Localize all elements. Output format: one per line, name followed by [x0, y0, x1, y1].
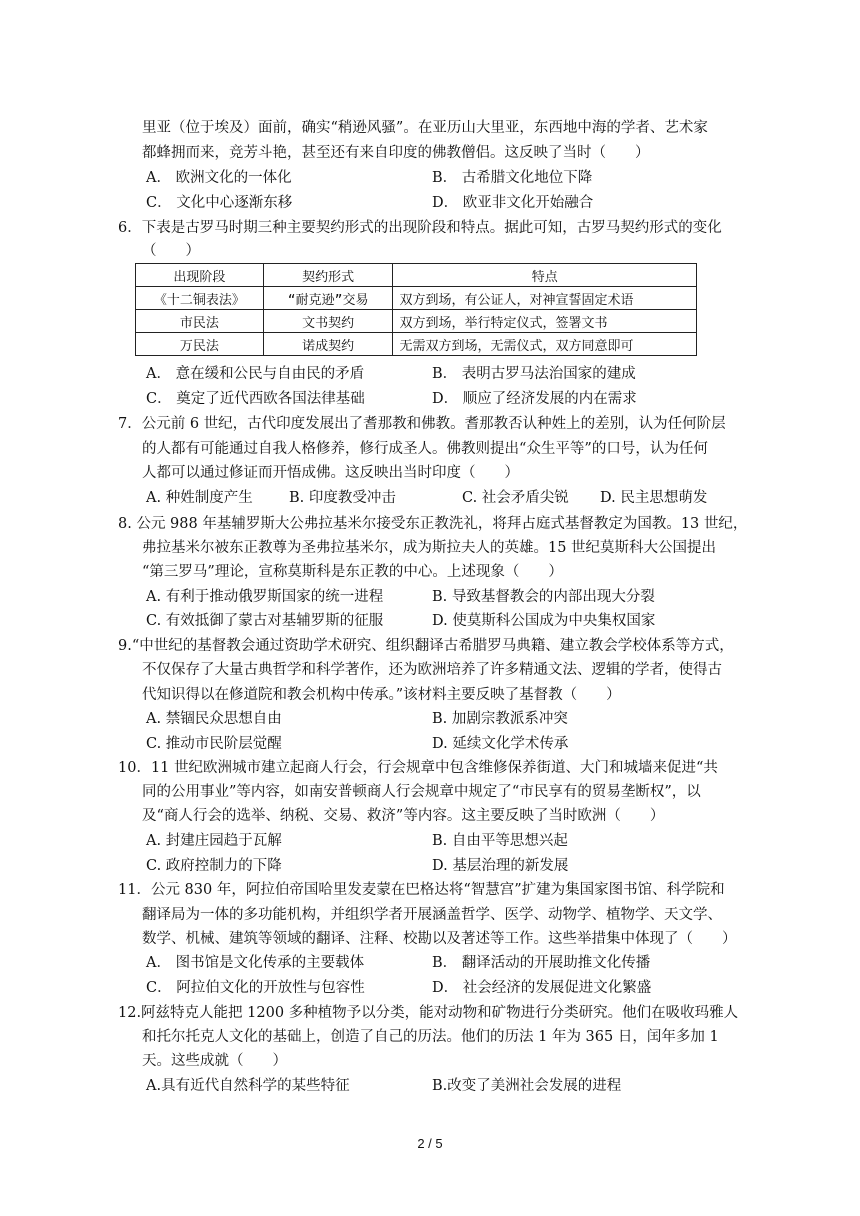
table-cell: 双方到场，有公证人，对神宣誓固定术语 [393, 287, 697, 310]
contract-forms-table [135, 263, 697, 356]
question-11-text: 数学、机械、建筑等领域的翻译、注释、校勘以及著述等工作。这些举措集中体现了（ ） [142, 931, 737, 947]
option-d: D. 基层治理的新发展 [432, 858, 569, 874]
question-11-text: 11．公元 830 年，阿拉伯帝国哈里发麦蒙在巴格达将“智慧宫”扩建为集国家图书馆、科学院和 [118, 882, 725, 898]
question-8-text: 8. 公元 988 年基辅罗斯大公弗拉基米尔接受东正教洗礼，将拜占庭式基督教定为国教。13 世纪， [118, 516, 748, 532]
option-b: B. 加剧宗教派系冲突 [432, 711, 568, 727]
table-cell: 诺成契约 [263, 333, 393, 356]
option-d: D. 延续文化学术传承 [432, 736, 569, 752]
table-header-cell: 契约形式 [263, 264, 393, 287]
option-b: B.改变了美洲社会发展的进程 [432, 1078, 622, 1094]
option-b: B． 古希腊文化地位下降 [432, 170, 593, 186]
table-cell: 《十二铜表法》 [136, 287, 264, 310]
option-c: C． 阿拉伯文化的开放性与包容性 [146, 980, 365, 996]
option-a: A. 有利于推动俄罗斯国家的统一进程 [146, 589, 384, 605]
question-12-text: 和托尔托克人文化的基础上，创造了自己的历法。他们的历法 1 年为 365 日，闰年多加 1 [142, 1029, 719, 1045]
option-a: A. 种姓制度产生 [146, 490, 253, 506]
question-9-text: 代知识得以在修道院和教会机构中传承。”该材料主要反映了基督教（ ） [142, 687, 621, 703]
option-b: B. 自由平等思想兴起 [432, 833, 568, 849]
question-12-text: 天。这些成就（ ） [142, 1053, 287, 1069]
question-text: 里亚（位于埃及）面前，确实“稍逊风骚”。在亚历山大里亚，东西地中海的学者、艺术家 [142, 120, 708, 136]
option-c: C． 奠定了近代西欧各国法律基础 [146, 391, 365, 407]
table-cell: 双方到场，举行特定仪式，签署文书 [393, 310, 697, 333]
option-a: A． 意在缓和公民与自由民的矛盾 [146, 366, 365, 382]
question-9-text: 9.“中世纪的基督教会通过资助学术研究、组织翻译古希腊罗马典籍、建立教会学校体系等方式， [118, 638, 734, 654]
table-cell: “耐克逊”交易 [263, 287, 393, 310]
question-7-text: 7．公元前 6 世纪，古代印度发展出了耆那教和佛教。耆那教否认种姓上的差别，认为任何阶层 [118, 416, 726, 432]
table-row [136, 333, 697, 356]
option-c: C. 推动市民阶层觉醒 [146, 736, 282, 752]
question-text: 都蜂拥而来，竞芳斗艳，甚至还有来自印度的佛教僧侣。这反映了当时（ ） [142, 145, 650, 161]
option-c: C. 有效抵御了蒙古对基辅罗斯的征服 [146, 613, 384, 629]
option-d: D. 民主思想萌发 [600, 490, 708, 506]
option-d: D． 顺应了经济发展的内在需求 [432, 391, 637, 407]
question-8-text: 弗拉基米尔被东正教尊为圣弗拉基米尔，成为斯拉夫人的英雄。15 世纪莫斯科大公国提出 [142, 540, 717, 556]
question-10-text: 10．11 世纪欧洲城市建立起商人行会，行会规章中包含维修保养街道、大门和城墙来促进“共 [118, 760, 718, 776]
question-7-text: 人都可以通过修证而开悟成佛。这反映出当时印度（ ） [142, 465, 519, 481]
question-11-text: 翻译局为一体的多功能机构，并组织学者开展涵盖哲学、医学、动物学、植物学、天文学、 [142, 907, 722, 923]
option-a: A． 图书馆是文化传承的主要载体 [146, 955, 365, 971]
question-9-text: 不仅保存了大量古典哲学和科学著作，还为欧洲培养了许多精通文法、逻辑的学者，使得古 [142, 662, 722, 678]
table-header-cell: 特点 [393, 264, 697, 287]
option-c: C. 政府控制力的下降 [146, 858, 282, 874]
option-a: A.具有近代自然科学的某些特征 [146, 1078, 350, 1094]
question-7-text: 的人都有可能通过自我人格修养，修行成圣人。佛教则提出“众生平等”的口号，认为任何 [142, 441, 708, 457]
table-row [136, 287, 697, 310]
table-row [136, 310, 697, 333]
question-8-text: “第三罗马”理论，宣称莫斯科是东正教的中心。上述现象（ ） [142, 564, 563, 580]
option-b: B． 翻译活动的开展助推文化传播 [432, 955, 651, 971]
table-cell: 市民法 [136, 310, 264, 333]
question-12-text: 12.阿兹特克人能把 1200 多种植物予以分类，能对动物和矿物进行分类研究。他们在吸收玛雅人 [118, 1005, 739, 1021]
option-a: A． 欧洲文化的一体化 [146, 170, 292, 186]
question-6-text: 6．下表是古罗马时期三种主要契约形式的出现阶段和特点。据此可知，古罗马契约形式的变化 [118, 220, 722, 236]
table-header-cell: 出现阶段 [136, 264, 264, 287]
option-b: B. 印度教受冲击 [289, 490, 396, 506]
question-6-blank: （ ） [142, 243, 200, 259]
option-d: D． 欧亚非文化开始融合 [432, 195, 594, 211]
option-b: B． 表明古罗马法治国家的建成 [432, 366, 636, 382]
option-d: D. 使莫斯科公国成为中央集权国家 [432, 613, 656, 629]
table-cell: 文书契约 [263, 310, 393, 333]
option-a: A. 封建庄园趋于瓦解 [146, 833, 282, 849]
table-cell: 万民法 [136, 333, 264, 356]
question-10-text: 及“商人行会的选举、纳税、交易、救济”等内容。这主要反映了当时欧洲（ ） [142, 808, 665, 824]
option-d: D． 社会经济的发展促进文化繁盛 [432, 980, 652, 996]
option-b: B. 导致基督教会的内部出现大分裂 [432, 589, 655, 605]
table-cell: 无需双方到场，无需仪式，双方同意即可 [393, 333, 697, 356]
question-10-text: 同的公用事业”等内容，如南安普顿商人行会规章中规定了“市民享有的贸易垄断权”，以 [142, 784, 701, 800]
option-c: C． 文化中心逐渐东移 [146, 195, 293, 211]
page-number: 2 / 5 [417, 1136, 443, 1151]
table-header-row [136, 264, 697, 287]
option-c: C. 社会矛盾尖锐 [462, 490, 569, 506]
option-a: A. 禁锢民众思想自由 [146, 711, 282, 727]
